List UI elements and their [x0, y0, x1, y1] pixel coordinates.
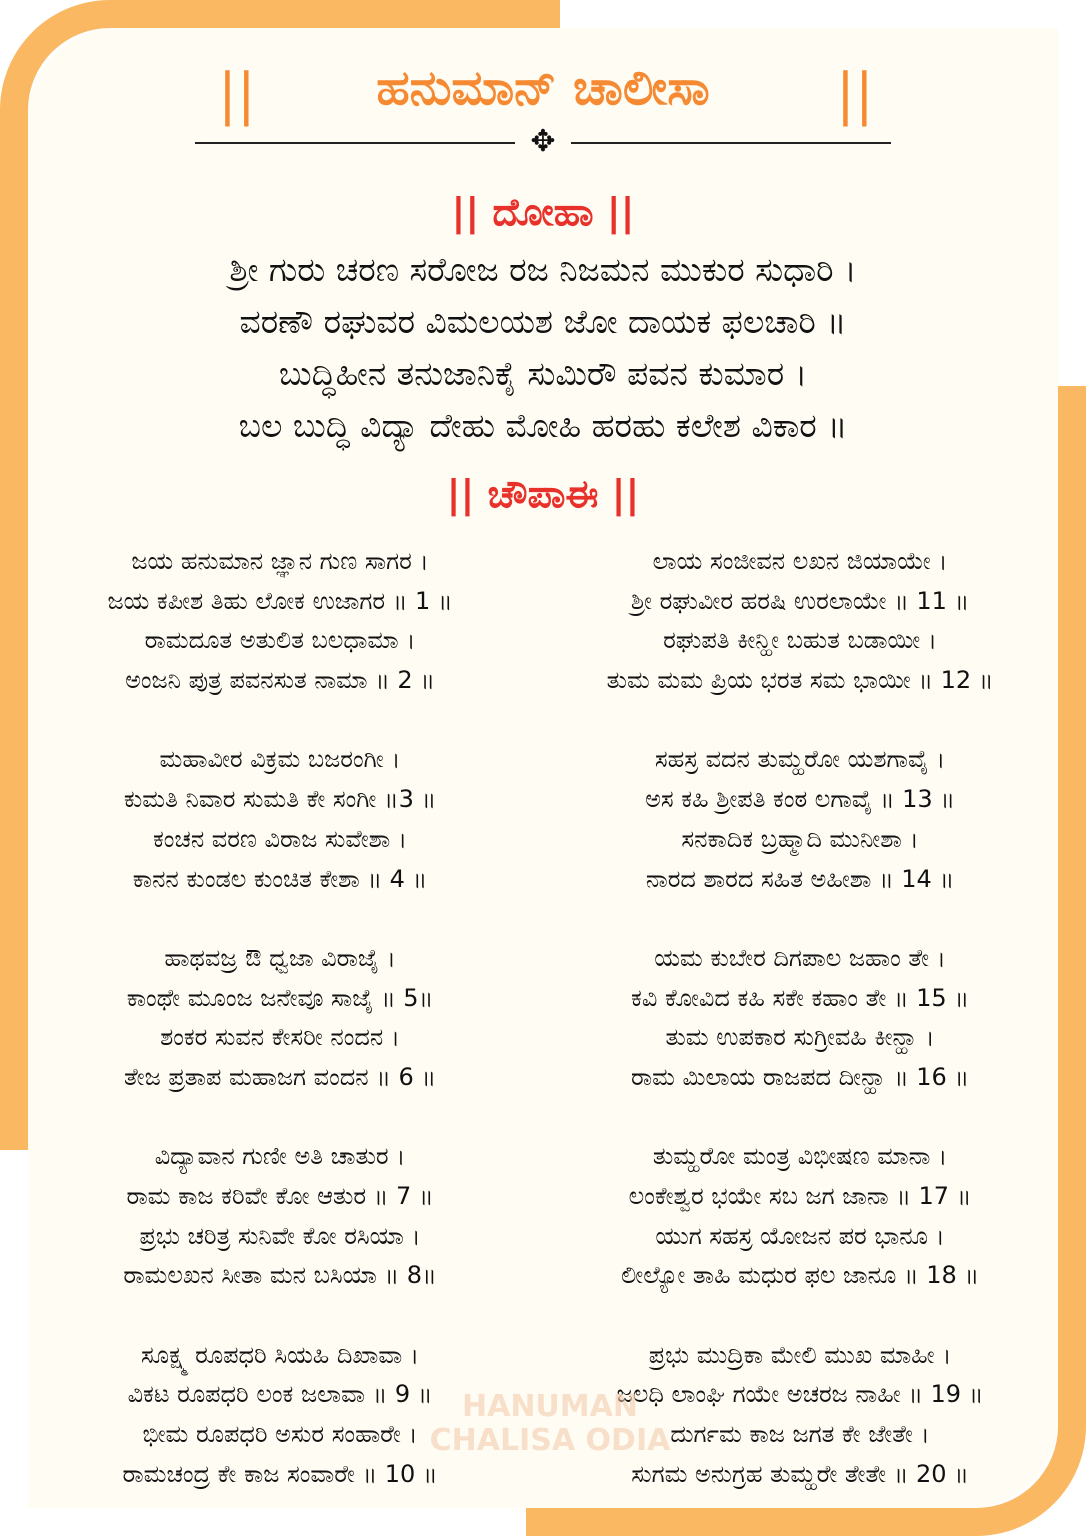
chaupai-line: ರಾಮ ಕಾಜ ಕರಿವೇ ಕೋ ಆತುರ ॥ 7 ॥ [126, 1182, 434, 1210]
chaupai-line: ಶ್ರೀ ರಘುವೀರ ಹರಷಿ ಉರಲಾಯೇ ॥ 11 ॥ [630, 586, 970, 615]
chaupai-line: ದುರ್ಗಮ ಕಾಜ ಜಗತ ಕೇ ಜೇತೇ । [670, 1420, 930, 1449]
chaupai-line: ಕವಿ ಕೋವಿದ ಕಹಿ ಸಕೇ ಕಹಾಂ ತೇ ॥ 15 ॥ [631, 983, 969, 1012]
watermark-line: CHALISA ODIA [429, 1423, 671, 1458]
chaupai-line: ಸೂಕ್ಷ್ಮ ರೂಪಧರಿ ಸಿಯಹಿ ದಿಖಾವಾ । [141, 1340, 419, 1369]
chaupai-line: ರಾಮದೂತ ಅತುಲಿತ ಬಲಧಾಮಾ । [144, 626, 416, 655]
doha-verses [0, 244, 1086, 452]
chaupai-line: ತುಮ್ಹರೋ ಮಂತ್ರ ವಿಭೀಷಣ ಮಾನಾ । [652, 1142, 948, 1171]
chaupai-line: ಮಹಾವೀರ ವಿಕ್ರಮ ಬಜರಂಗೀ । [159, 745, 401, 774]
stanza-gap [540, 1098, 1060, 1138]
chaupai-line: ಜಲಧಿ ಲಾಂಘಿ ಗಯೇ ಅಚರಜ ನಾಹೀ ॥ 19 ॥ [616, 1380, 984, 1409]
chaupai-line: ಪ್ರಭು ಚರಿತ್ರ ಸುನಿವೇ ಕೋ ರಸಿಯಾ । [139, 1221, 421, 1250]
chaupai-line: ಯುಗ ಸಹಸ್ರ ಯೋಜನ ಪರ ಭಾನೂ । [655, 1221, 945, 1250]
chaupai-line: ಪ್ರಭು ಮುದ್ರಿಕಾ ಮೇಲಿ ಮುಖ ಮಾಹೀ । [648, 1340, 952, 1369]
chaupai-line: ಅಂಜನಿ ಪುತ್ರ ಪವನಸುತ ನಾಮಾ ॥ 2 ॥ [125, 666, 435, 695]
doha-heading: || ದೋಹಾ || [451, 190, 635, 234]
watermark-line: HANUMAN [462, 1389, 638, 1424]
ornamental-divider [195, 124, 891, 159]
stanza-gap [540, 1296, 1060, 1336]
chaupai-line: ಶಂಕರ ಸುವನ ಕೇಸರೀ ನಂದನ । [160, 1023, 400, 1052]
doha-line: ಬಲ ಬುದ್ಧಿ ವಿದ್ಯಾ ದೇಹು ಮೋಹಿ ಹರಹು ಕಲೇಶ ವಿಕಾರ ॥ [238, 406, 848, 445]
flourish-icon: ✥ [530, 124, 556, 159]
doha-line: ಶ್ರೀ ಗುರು ಚರಣ ಸರೋಜ ರಜ ನಿಜಮನ ಮುಕುರ ಸುಧಾರಿ । [229, 250, 857, 289]
chaupai-line: ರಾಮ ಮಿಲಾಯ ರಾಜಪದ ದೀನ್ಹಾ ॥ 16 ॥ [630, 1062, 970, 1091]
chaupai-line: ರಘುಪತಿ ಕೀನ್ಹೀ ಬಹುತ ಬಡಾಯೀ । [663, 626, 937, 655]
chaupai-line: ಸನಕಾದಿಕ ಬ್ರಹ್ಮಾದಿ ಮುನೀಶಾ । [681, 824, 919, 853]
doha-line: ವರಣೌ ರಘುವರ ವಿಮಲಯಶ ಜೋ ದಾಯಕ ಫಲಚಾರಿ ॥ [239, 302, 847, 341]
divider-line-left [195, 142, 515, 144]
stanza-gap [20, 701, 540, 741]
chaupai-line: ಅಸ ಕಹಿ ಶ್ರೀಪತಿ ಕಂಠ ಲಗಾವೈ ॥ 13 ॥ [645, 785, 955, 814]
chaupai-line: ಲಾಯ ಸಂಜೀವನ ಲಖನ ಜಿಯಾಯೇ । [652, 547, 948, 575]
chaupai-line: ಲಂಕೇಶ್ವರ ಭಯೇ ಸಬ ಜಗ ಜಾನಾ ॥ 17 ॥ [628, 1182, 972, 1210]
chaupai-line: ಯಮ ಕುಬೇರ ದಿಗಪಾಲ ಜಹಾಂ ತೇ । [654, 943, 946, 972]
chaupai-line: ಹಾಥವಜ್ರ ಔ ಧ್ವಜಾ ವಿರಾಜೈ । [164, 943, 396, 972]
chaupai-line: ಕಂಚನ ವರಣ ವಿರಾಜ ಸುವೇಶಾ । [153, 824, 407, 853]
chaupai-line: ಕಾನನ ಕುಂಡಲ ಕುಂಚಿತ ಕೇಶಾ ॥ 4 ॥ [132, 864, 428, 893]
chaupai-line: ರಾಮಚಂದ್ರ ಕೇ ಕಾಜ ಸಂವಾರೇ ॥ 10 ॥ [122, 1459, 438, 1488]
chaupai-line: ಸಹಸ್ರ ವದನ ತುಮ್ಹರೋ ಯಶಗಾವೈ । [654, 745, 946, 774]
chaupai-heading: || ಚೌಪಾಈ || [446, 472, 640, 516]
chaupai-line: ವಿದ್ಯಾವಾನ ಗುಣೀ ಅತಿ ಚಾತುರ । [154, 1142, 406, 1171]
chaupai-line: ವಿಕಟ ರೂಪಧರಿ ಲಂಕ ಜಲಾವಾ ॥ 9 ॥ [127, 1380, 433, 1409]
chaupai-left-column [20, 542, 540, 1495]
chaupai-line: ನಾರದ ಶಾರದ ಸಹಿತ ಅಹೀಶಾ ॥ 14 ॥ [645, 864, 955, 893]
title-bar-right: || [836, 62, 874, 127]
chaupai-line: ಲೀಲ್ಯೋ ತಾಹಿ ಮಧುರ ಫಲ ಜಾನೂ ॥ 18 ॥ [621, 1261, 979, 1290]
chaupai-line: ಕಾಂಥೇ ಮೂಂಜ ಜನೇವೂ ಸಾಜೈ ॥ 5॥ [126, 983, 434, 1012]
chaupai-line: ತುಮ ಉಪಕಾರ ಸುಗ್ರೀವಹಿ ಕೀನ್ಹಾ । [665, 1023, 935, 1052]
chaupai-line: ಭೀಮ ರೂಪಧರಿ ಅಸುರ ಸಂಹಾರೇ । [142, 1420, 418, 1449]
divider-line-right [571, 142, 891, 144]
stanza-gap [20, 1296, 540, 1336]
stanza-gap [540, 701, 1060, 741]
chaupai-line: ರಾಮಲಖನ ಸೀತಾ ಮನ ಬಸಿಯಾ ॥ 8॥ [123, 1261, 437, 1290]
stanza-gap [540, 899, 1060, 939]
chaupai-right-column [540, 542, 1060, 1495]
chaupai-line: ತೇಜ ಪ್ರತಾಪ ಮಹಾಜಗ ವಂದನ ॥ 6 ॥ [124, 1062, 436, 1091]
title-bar-left: || [218, 62, 256, 127]
stanza-gap [20, 1098, 540, 1138]
chaupai-line: ತುಮ ಮಮ ಪ್ರಿಯ ಭರತ ಸಮ ಭಾಯೀ ॥ 12 ॥ [606, 666, 994, 695]
stanza-gap [20, 899, 540, 939]
chaupai-line: ಜಯ ಕಪೀಶ ತಿಹು ಲೋಕ ಉಜಾಗರ ॥ 1 ॥ [107, 586, 453, 615]
chaupai-line: ಸುಗಮ ಅನುಗ್ರಹ ತುಮ್ಹರೇ ತೇತೇ ॥ 20 ॥ [631, 1459, 969, 1488]
doha-line: ಬುದ್ಧಿಹೀನ ತನುಜಾನಿಕೈ ಸುಮಿರೌ ಪವನ ಕುಮಾರ । [278, 354, 808, 393]
page-title: ಹನುಮಾನ್ ಚಾಲೀಸಾ [376, 60, 710, 116]
chaupai-line: ಜಯ ಹನುಮಾನ ಜ್ಞಾನ ಗುಣ ಸಾಗರ । [131, 547, 429, 575]
chaupai-line: ಕುಮತಿ ನಿವಾರ ಸುಮತಿ ಕೇ ಸಂಗೀ ॥3 ॥ [123, 785, 437, 814]
